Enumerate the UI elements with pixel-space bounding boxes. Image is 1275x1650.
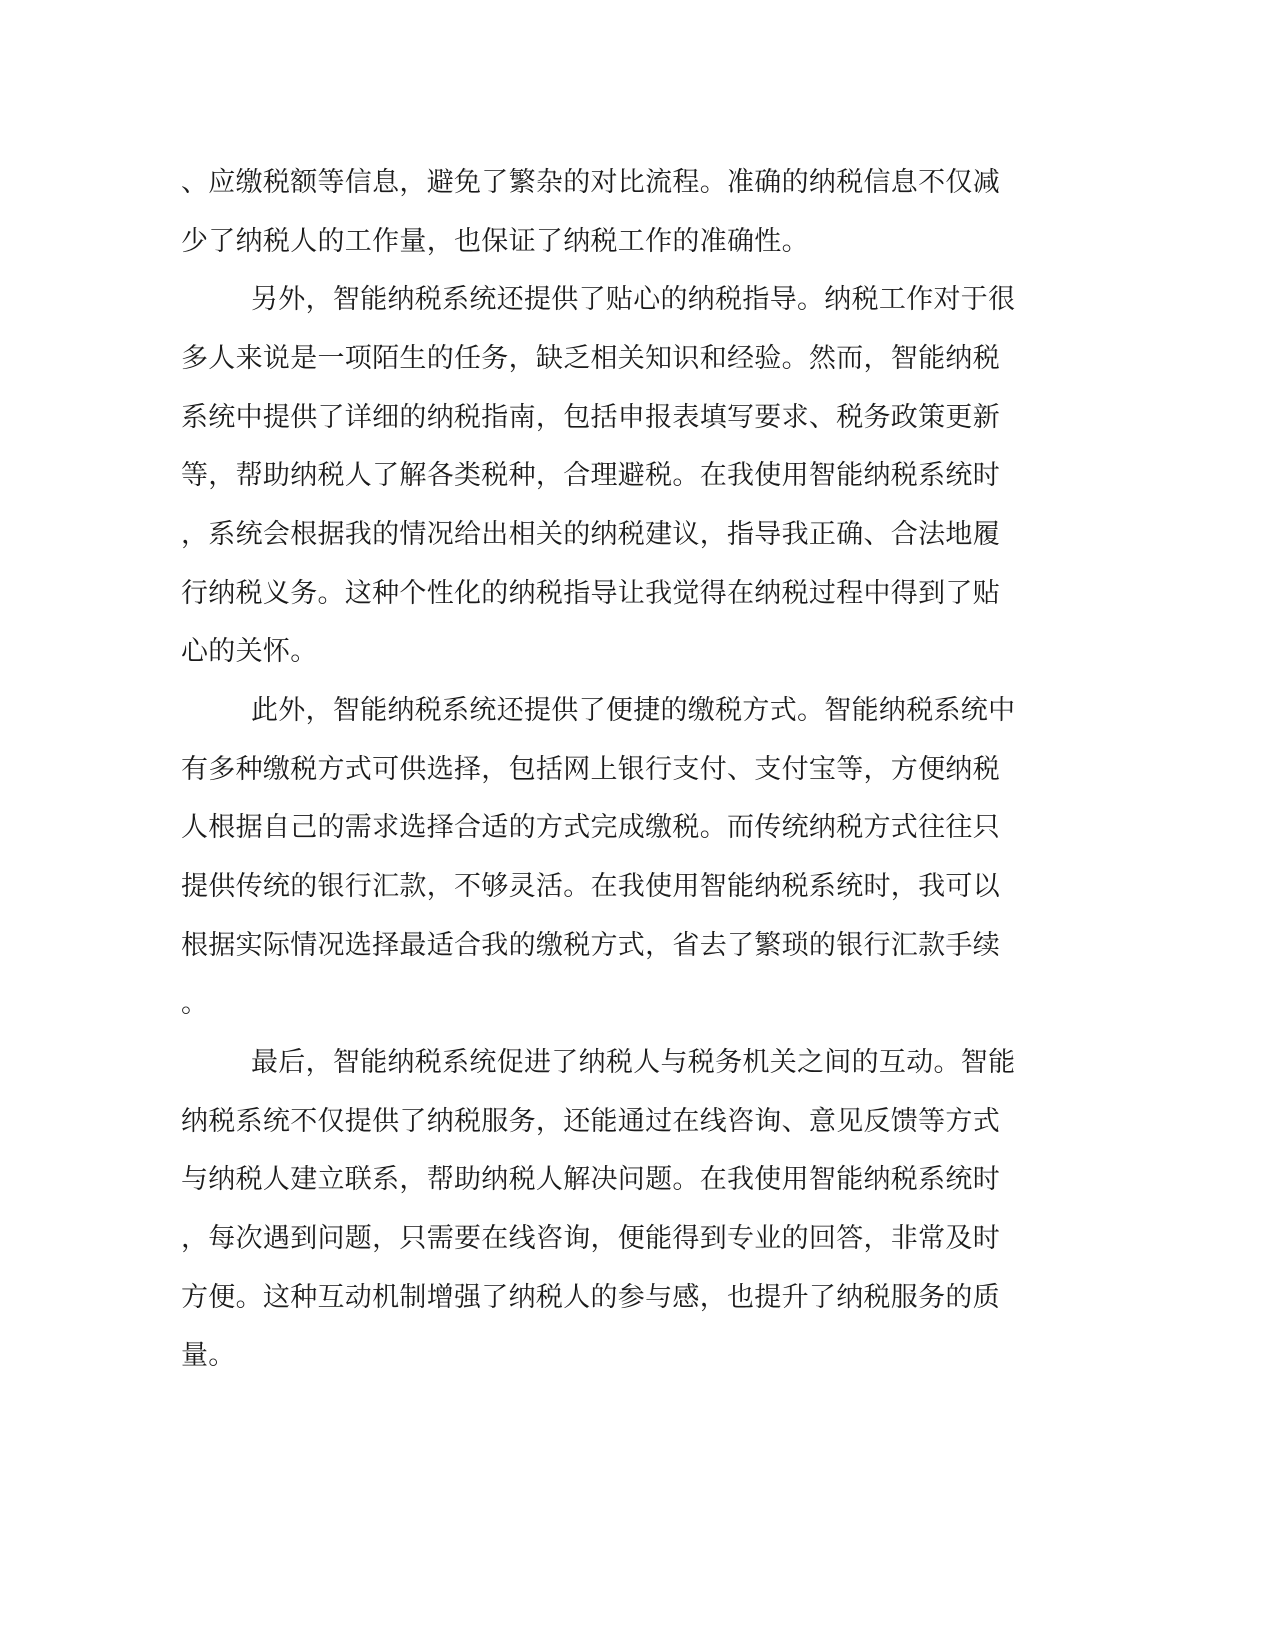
text-line: 方便。这种互动机制增强了纳税人的参与感，也提升了纳税服务的质 — [181, 1282, 1000, 1313]
text-line: 多人来说是一项陌生的任务，缺乏相关知识和经验。然而，智能纳税 — [181, 343, 1000, 374]
text-line: 量。 — [181, 1340, 236, 1371]
text-line: 根据实际情况选择最适合我的缴税方式，省去了繁琐的银行汇款手续 — [181, 930, 1000, 961]
text-line: 。 — [181, 988, 209, 1019]
text-line: 行纳税义务。这种个性化的纳税指导让我觉得在纳税过程中得到了贴 — [181, 578, 1000, 609]
text-line: 心的关怀。 — [181, 636, 318, 667]
text-line: 、应缴税额等信息，避免了繁杂的对比流程。准确的纳税信息不仅减 — [181, 167, 1000, 198]
text-line: 另外，智能纳税系统还提供了贴心的纳税指导。纳税工作对于很 — [251, 284, 1016, 315]
text-line: 与纳税人建立联系，帮助纳税人解决问题。在我使用智能纳税系统时 — [181, 1164, 1000, 1195]
text-line: 最后，智能纳税系统促进了纳税人与税务机关之间的互动。智能 — [251, 1047, 1016, 1078]
text-line: 纳税系统不仅提供了纳税服务，还能通过在线咨询、意见反馈等方式 — [181, 1106, 1000, 1137]
text-line: 人根据自己的需求选择合适的方式完成缴税。而传统纳税方式往往只 — [181, 812, 1000, 843]
text-line: ，系统会根据我的情况给出相关的纳税建议，指导我正确、合法地履 — [181, 519, 1000, 550]
text-line: 此外，智能纳税系统还提供了便捷的缴税方式。智能纳税系统中 — [251, 695, 1016, 726]
text-line: 提供传统的银行汇款，不够灵活。在我使用智能纳税系统时，我可以 — [181, 871, 1000, 902]
text-line: 有多种缴税方式可供选择，包括网上银行支付、支付宝等，方便纳税 — [181, 754, 1000, 785]
text-line: 系统中提供了详细的纳税指南，包括申报表填写要求、税务政策更新 — [181, 402, 1000, 433]
text-line: 少了纳税人的工作量，也保证了纳税工作的准确性。 — [181, 226, 809, 257]
text-line: ，每次遇到问题，只需要在线咨询，便能得到专业的回答，非常及时 — [181, 1223, 1000, 1254]
text-line: 等，帮助纳税人了解各类税种，合理避税。在我使用智能纳税系统时 — [181, 460, 1000, 491]
